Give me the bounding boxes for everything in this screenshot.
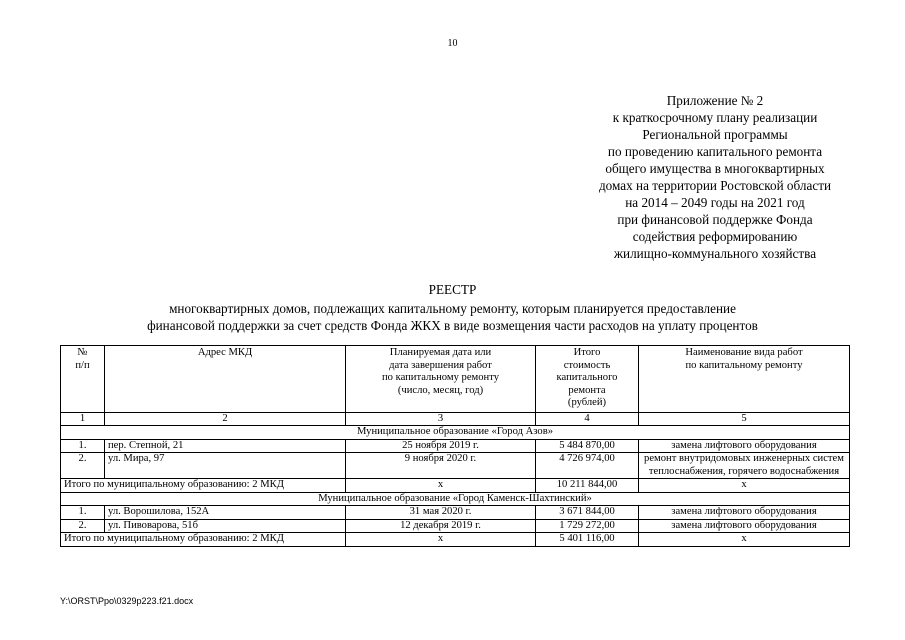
appendix-line: к краткосрочному плану реализации: [612, 110, 818, 125]
footer-file-path: Y:\ORST\Ppo\0329p223.f21.docx: [60, 596, 194, 606]
row-address: ул. Мира, 97: [105, 453, 346, 479]
total-work: х: [639, 533, 850, 547]
header-num-line: п/п: [75, 359, 90, 371]
column-number: 1: [61, 412, 105, 426]
row-address: пер. Степной, 21: [105, 439, 346, 453]
row-work: замена лифтового оборудования: [639, 439, 850, 453]
header-date: [346, 346, 536, 413]
total-date: х: [346, 533, 536, 547]
row-cost: 3 671 844,00: [536, 506, 639, 520]
column-number: 2: [105, 412, 346, 426]
registry-subtitle-line: финансовой поддержки за счет средств Фонда ЖКХ в виде возмещения части расходов на уплату процентов: [147, 318, 758, 333]
appendix-line: домах на территории Ростовской области: [598, 178, 832, 193]
column-number-row: [61, 412, 850, 426]
row-date: 9 ноября 2020 г.: [346, 453, 536, 479]
registry-subtitle: [0, 300, 905, 334]
row-address: ул. Ворошилова, 152А: [105, 506, 346, 520]
total-cost: 10 211 844,00: [536, 479, 639, 493]
total-row: [61, 479, 850, 493]
group-header-row: [61, 492, 850, 506]
total-work: х: [639, 479, 850, 493]
header-cost-line: (рублей): [567, 397, 607, 408]
appendix-line: содействия реформированию: [632, 229, 798, 244]
total-row: [61, 533, 850, 547]
header-work-line: по капитальному ремонту: [685, 359, 803, 371]
header-address: Адрес МКД: [105, 346, 346, 413]
appendix-line: Региональной программы: [642, 127, 788, 142]
column-number: 5: [639, 412, 850, 426]
total-label: Итого по муниципальному образованию: 2 МКД: [61, 479, 346, 493]
column-number: 3: [346, 412, 536, 426]
row-work: ремонт внутридомовых инженерных систем теплоснабжения, горячего водоснабжения: [639, 453, 850, 479]
page-number: 10: [447, 38, 458, 49]
appendix-line: при финансовой поддержке Фонда: [617, 212, 813, 227]
row-work: замена лифтового оборудования: [639, 506, 850, 520]
total-cost: 5 401 116,00: [536, 533, 639, 547]
table-row: [61, 506, 850, 520]
appendix-line: общего имущества в многоквартирных: [605, 161, 825, 176]
row-address: ул. Пивоварова, 51б: [105, 519, 346, 533]
group-header-row: [61, 426, 850, 440]
registry-title: РЕЕСТР: [428, 282, 477, 297]
appendix-line: по проведению капитального ремонта: [607, 144, 823, 159]
header-work-line: Наименование вида работ: [685, 347, 803, 358]
header-cost-line: Итого: [573, 347, 601, 358]
row-work: замена лифтового оборудования: [639, 519, 850, 533]
column-number: 4: [536, 412, 639, 426]
total-label: Итого по муниципальному образованию: 2 МКД: [61, 533, 346, 547]
row-cost: 1 729 272,00: [536, 519, 639, 533]
header-cost-line: стоимость: [563, 359, 611, 371]
header-cost: [536, 346, 639, 413]
header-cost-line: капитального: [556, 372, 618, 383]
header-num-line: №: [77, 347, 88, 358]
row-date: 25 ноября 2019 г.: [346, 439, 536, 453]
header-date-line: дата завершения работ: [389, 359, 492, 371]
table-header-row: [61, 346, 850, 413]
appendix-header: [560, 92, 870, 262]
row-date: 12 декабря 2019 г.: [346, 519, 536, 533]
table-row: [61, 519, 850, 533]
row-num: 1.: [61, 506, 105, 520]
header-num: [61, 346, 105, 413]
row-cost: 4 726 974,00: [536, 453, 639, 479]
header-date-line: (число, месяц, год): [397, 384, 484, 396]
appendix-line: на 2014 – 2049 годы на 2021 год: [625, 195, 805, 210]
appendix-line: Приложение № 2: [666, 93, 764, 108]
registry-subtitle-line: многоквартирных домов, подлежащих капитальному ремонту, которым планируется предоставление: [169, 301, 736, 316]
group-name: Муниципальное образование «Город Азов»: [61, 426, 850, 440]
group-name: Муниципальное образование «Город Каменск-Шахтинский»: [61, 492, 850, 506]
row-num: 2.: [61, 519, 105, 533]
header-date-line: Планируемая дата или: [389, 347, 492, 358]
row-num: 1.: [61, 439, 105, 453]
header-date-line: по капитальному ремонту: [381, 372, 500, 383]
row-cost: 5 484 870,00: [536, 439, 639, 453]
header-cost-line: ремонта: [568, 384, 606, 396]
total-date: х: [346, 479, 536, 493]
registry-table: [60, 345, 850, 547]
table-row: [61, 453, 850, 479]
row-num: 2.: [61, 453, 105, 479]
appendix-line: жилищно-коммунального хозяйства: [613, 246, 817, 261]
header-work: [639, 346, 850, 413]
row-date: 31 мая 2020 г.: [346, 506, 536, 520]
table-row: [61, 439, 850, 453]
